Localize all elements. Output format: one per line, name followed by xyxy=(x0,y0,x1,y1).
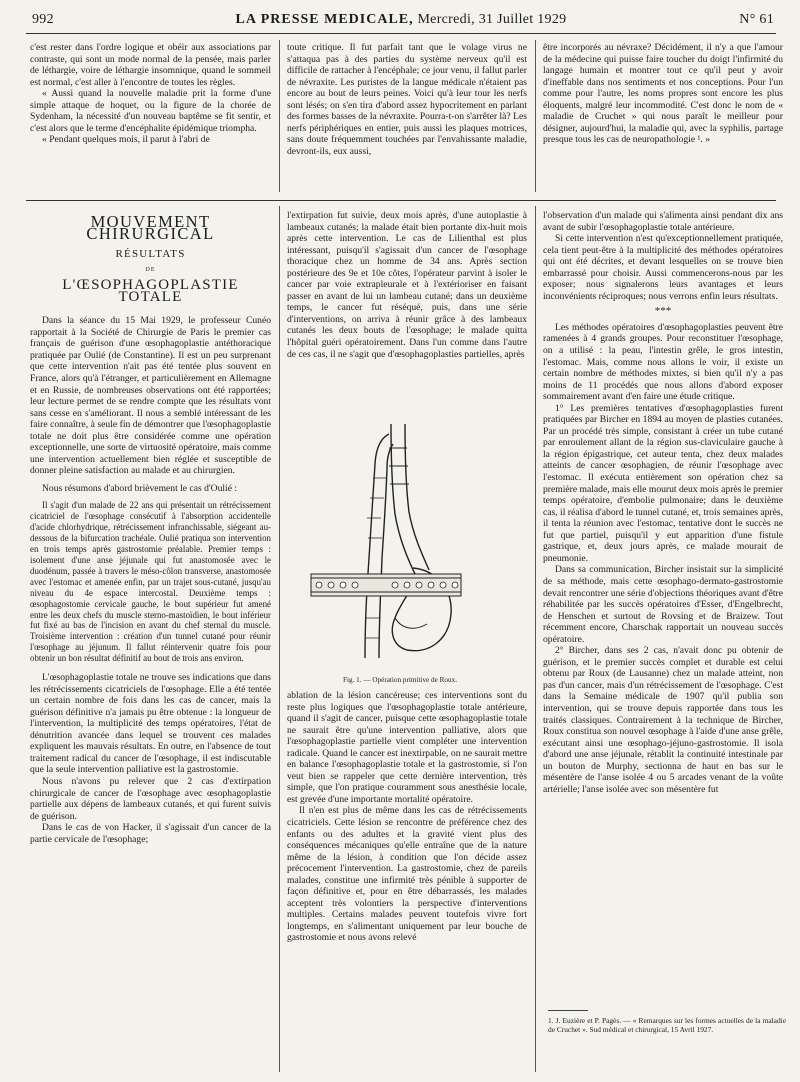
issue-number: N° 61 xyxy=(739,12,774,27)
column-divider xyxy=(279,40,280,192)
roux-operation-figure xyxy=(309,418,463,658)
column-divider xyxy=(279,206,280,1072)
paragraph: « Pendant quelques mois, il parut à l'abri de xyxy=(42,134,210,146)
footnote: 1. J. Euzière et P. Pagès. — « Remarques sur les formes actuelles de la maladie de Cruchet ». Sud médical et chirurgical, 15 Avril 1927. xyxy=(548,1016,786,1035)
paragraph: Il n'en est plus de même dans les cas de rétrécissements cicatriciels. Cette lésion se rencontre de préférence chez des enfants ou des adultes et la gravité vient plus des conséquences mécaniques qu'elle entraîne que de la nature même de la lésion, à condition que l'on décide assez précocement l'intervention. La gastrostomie, chez de pareils malades, constitue une infirmité très pénible à supporter de façon définitive et, pour en être débarrassés, les malades acceptent très volontiers la perspective d'interventions multiples. Certains malades peuvent toutefois vivre fort longtemps, en s'alimentant uniquement par leur bouche de gastrostomie et nous avons relevé xyxy=(287,805,527,944)
header-center xyxy=(26,12,776,28)
paragraph: 1° Les premières tentatives d'œsophagoplasties furent pratiquées par Bircher en 1894 au moyen de plasties cutanées. Par un procédé très simple, consistant à créer un tube cutané par enroulement allant de la région sus-claviculaire gauche à la région épigastrique, cet auteur tenta, chez deux malades atteints de cancer œsophagien, de réunir l'œsophage avec l'estomac. Il exécuta entièrement son opération chez sa première malade, mais elle mourut deux mois après le premier temps opératoire, d'embolie pulmonaire; dans le deuxième cas, il réalisa d'abord le tunnel cutané, et, trois semaines après, il tenta la réunion avec l'estomac, tentative dont le succès ne fut que partiel, puisqu'il y eut apparition d'une fistule gastrique, et, deux jours après, ce malade mourait de pneumonie. xyxy=(543,402,783,564)
paragraph: toute critique. Il fut parfait tant que le volage virus ne s'attaqua pas à des parties du système nerveux qu'il est difficile de rattacher à l'encéphale; ce jour venu, il fallut parler de névraxite. Les puristes de la langue médicale n'étaient pas encore au bout de leurs peines. Voici qu'à leur tour les nerfs sont lésés; on s'en tira d'abord assez hypocritement en parlant des formes basses de la névraxite. Pourra-t-on s'arrêter là? Les nerfs périphériques en entier, puis aussi les plaques motrices, sans doute fréquemment touchées par l'envahissante maladie, devront-ils, eux aussi, xyxy=(287,42,527,157)
paragraph: être incorporés au névraxe? Décidément, il n'y a que l'amour de la médecine qui puisse faire toucher du doigt l'infirmité du langage humain et montrer tout ce qu'il peut y avoir d'ineffable dans nos sentiments et nos conceptions. Pour l'un comme pour l'autre, les noms propres sont encore les plus éloquents, malgré leur incommodité. C'est donc le nom de « maladie de Cruchet » qui nous paraît le meilleur pour désigner, aujourd'hui, la maladie qui, avec la syphilis, partage presque tous les cas de neuropathologie ¹. » xyxy=(543,42,783,146)
paragraph: Les méthodes opératoires d'œsophagoplasties peuvent être ramenées à 4 grands groupes. Pour reconstituer l'œsophage, on a utilisé : la peau, l'intestin grêle, le gros intestin, l'estomac. Mais, comme nous allons le voir, il existe un certain nombre de méthodes mixtes, si bien qu'il n'y a pas moins de 11 procédés que nous allons d'abord exposer sommairement avant d'en faire une étude critique. xyxy=(543,321,783,403)
section-separator: *** xyxy=(654,305,672,318)
top-column-2 xyxy=(287,42,527,192)
header-rule xyxy=(26,33,776,34)
paragraph: ablation de la lésion cancéreuse; ces interventions sont du reste plus logiques que l'œsophagoplastie totale antérieure, quand il s'agit de cancer, puisque cette œsophagoplastie totale ne saurait être qu'une intervention palliative, alors que l'œsophagoplastie partielle vient compléter une intervention radicale. Quand le cancer est inextirpable, on ne saurait mettre en balance l'œsophagoplastie totale et la gastrostomie, si l'on veut bien se rappeler que cette dernière intervention, très simple, que l'on pratique couramment sous anesthésie locale, est grevée d'une importante mortalité opératoire. xyxy=(287,690,527,805)
paragraph: Dans le cas de von Hacker, il s'agissait d'un cancer de la partie cervicale de l'œsophage; xyxy=(30,822,271,845)
paragraph: Si cette intervention n'est qu'exceptionnellement pratiquée, cela tient peut-être à la multiplicité des méthodes opératoires qui ont été décrites, et devant lesquelles on se trouve bien embarrassé pour choisir. Aussi commencerons-nous par les exposer; nous signalerons leurs avantages et leurs inconvénients réciproques; nous verrons enfin leurs résultats. xyxy=(543,233,783,302)
column-divider xyxy=(535,40,536,192)
section-title: MOUVEMENT CHIRURGICAL xyxy=(86,212,215,243)
paragraph: « Aussi quand la nouvelle maladie prit la forme d'une simple attaque de hoquet, ou la figure de la chorée de Sydenham, la nécessité d'un nouveau baptême se fit sentir, et c'est alors que le terme d'encéphalite épidémique triompha. xyxy=(30,88,271,134)
paragraph: Dans la séance du 15 Mai 1929, le professeur Cunéo rapportait à la Société de Chirurgie de Paris le premier cas français de guérison d'une œsophagoplastie antéthoracique pratiquée par Oulié (de Constantine). Il est un peu surprenant que cette intervention n'ait pas été tentée plus souvent en France, alors qu'à l'étranger, et particulièrement en Allemagne et en Russie, de nombreuses observations ont été rapportées; leur lecture permet de se rendre compte que les résultats vont sans cesse en s'améliorant. Il nous a semblé intéressant de les faire connaître, à seule fin de démontrer que l'œsophagoplastie totale ne doit plus être considérée comme une opération exceptionnelle, une sorte de virtuosité opératoire, mais comme une intervention actuellement bien réglée et susceptible de donner pleine satisfaction au malade et au chirurgien. xyxy=(30,315,271,477)
column-divider xyxy=(535,206,536,1072)
top-column-3 xyxy=(543,42,783,192)
section-rule xyxy=(26,200,776,201)
journal-title: LA PRESSE MEDICALE, xyxy=(235,12,414,27)
running-header xyxy=(26,12,776,32)
paragraph: 2° Bircher, dans ses 2 cas, n'avait donc pu obtenir de guérison, et le premier succès complet et durable est celui obtenu par Roux (de Lausanne) chez un malade atteint, non pas d'un cancer, mais d'un rétrécissement de l'œsophage. C'est dans la Semaine médicale de 1907 qu'il publia son intervention, qui se trouve depuis rapportée dans tous les traités classiques. Contrairement à la technique de Bircher, Roux constitua son nouvel œsophage à l'aide d'une anse grêle, exécutant ainsi une œsophago-jéjuno-gastrostomie. Il isola d'abord une anse jéjunale, rétablit la continuité intestinale par un bouton de Murphy, sectionna de haut en bas sur le mésentère de l'anse isolée 4 ou 5 arcades venant de la voûte artérielle; l'anse isolée avec son mésentère fut xyxy=(543,645,783,795)
paragraph: Il s'agit d'un malade de 22 ans qui présentait un rétrécissement cicatriciel de l'œsophage consécutif à l'absorption accidentelle d'acide chlorhydrique, rétrécissement infranchissable, siégeant au-dessous de la bifurcation trachéale. Oulié pratiqua son intervention en trois temps après gastrostomie préalable. Premier temps : isolement d'une anse jéjunale qui fut anastomosée avec le duodénum, passée à travers le méso-côlon transverse, anastomosée avec l'estomac et amenée enfin, par un trajet sous-cutané, jusqu'au niveau du 4e espace intercostal. Deuxième temps : œsophagostomie cervicale gauche, le bout supérieur fut amené entre les deux chefs du muscle sterno-mastoïdien, le bout inférieur fut fixé au bas de l'incision en avant du chef sternal du muscle. Troisième intervention : création d'un tunnel cutané pour réunir l'œsophage au jéjunum. Il fallut réintervenir quatre fois pour obtenir un bon résultat définitif au bout de trois ans environ. xyxy=(30,500,271,664)
article-column-1 xyxy=(30,210,271,1072)
paragraph: Nous n'avons pu relever que 2 cas d'extirpation chirurgicale de cancer de l'œsophage avec œsophagoplastie partielle aux dépens de lambeaux cutanés, et qui furent suivis de guérison. xyxy=(30,776,271,822)
top-column-1 xyxy=(30,42,271,192)
paragraph: c'est rester dans l'ordre logique et obéir aux associations par contraste, qui sont un mode normal de la pensée, mais parler de léthargie, voire de léthargie insomnique, quand le sommeil est normal, c'est aller à l'encontre de toutes les règles. xyxy=(30,42,271,88)
case-summary xyxy=(30,500,271,664)
article-column-2-top xyxy=(287,210,527,410)
article-column-3 xyxy=(543,210,783,1006)
article-subtitle-de: DE xyxy=(145,266,156,273)
paragraph: Nous résumons d'abord brièvement le cas d'Oulié : xyxy=(42,482,238,494)
article-column-2-bottom xyxy=(287,690,527,1072)
paragraph: l'observation d'un malade qui s'alimenta ainsi pendant dix ans avant de subir l'œsophagoplastie totale antérieure. xyxy=(543,210,783,233)
page-number: 992 xyxy=(32,12,54,27)
article-subtitle-results: RÉSULTATS xyxy=(115,248,186,261)
issue-date: Mercredi, 31 Juillet 1929 xyxy=(417,12,567,27)
footnote-rule xyxy=(548,1010,588,1011)
article-title: L'ŒSOPHAGOPLASTIE TOTALE xyxy=(62,277,239,305)
paragraph: Dans sa communication, Bircher insistait sur la simplicité de sa méthode, mais cette œsophago-dermato-gastrostomie devait rencontrer une série d'objections théoriques avant d'être réhabilitée par les succès opératoires d'Esser, d'Engelbrecht, de Henschen et surtout de Rovsing et de Braizew. Tout récemment encore, Charschak rapportait un nouveau succès opératoire. xyxy=(543,564,783,645)
paragraph: L'œsophagoplastie totale ne trouve ses indications que dans les rétrécissements cicatriciels de l'œsophage. Elle a été tentée un certain nombre de fois dans les cas de cancer, mais la guérison définitive n'a jamais pu être obtenue : la longueur de l'intervention, la multiplicité des temps opératoires, l'état de dénutrition avancée dans lequel se trouvent ces malades expliquent les mauvais résultats. En outre, en l'absence de tout traitement radical du cancer de l'œsophage, il est indiscutable que la seule intervention palliative est la gastrostomie. xyxy=(30,672,271,776)
paragraph: l'extirpation fut suivie, deux mois après, d'une autoplastie à lambeaux cutanés; la malade était bien portante dix-huit mois après cette intervention. Le cas de Lilienthal est plus intéressant, puisqu'il s'agissait d'un cancer de l'œsophage thoracique chez un homme de 34 ans. Après section postérieure des 9e et 10e côtes, l'opérateur parvint à isoler le cancer par voie extrapleurale et à l'extérioriser en faisant passer en avant de lui un lambeau cutané; dans un deuxième temps, le cancer fut réséqué, puis, dans une série d'interventions, on arriva à réunir grâce à des lambeaux cutanés les deux bouts de l'œsophage; le malade quitta l'hôpital guéri opératoirement. Dans l'un comme dans l'autre de ces cas, il ne s'agit que d'œsophagoplasties partielles, après xyxy=(287,210,527,360)
figure-caption: Fig. 1. — Opération primitive de Roux. xyxy=(343,676,457,684)
